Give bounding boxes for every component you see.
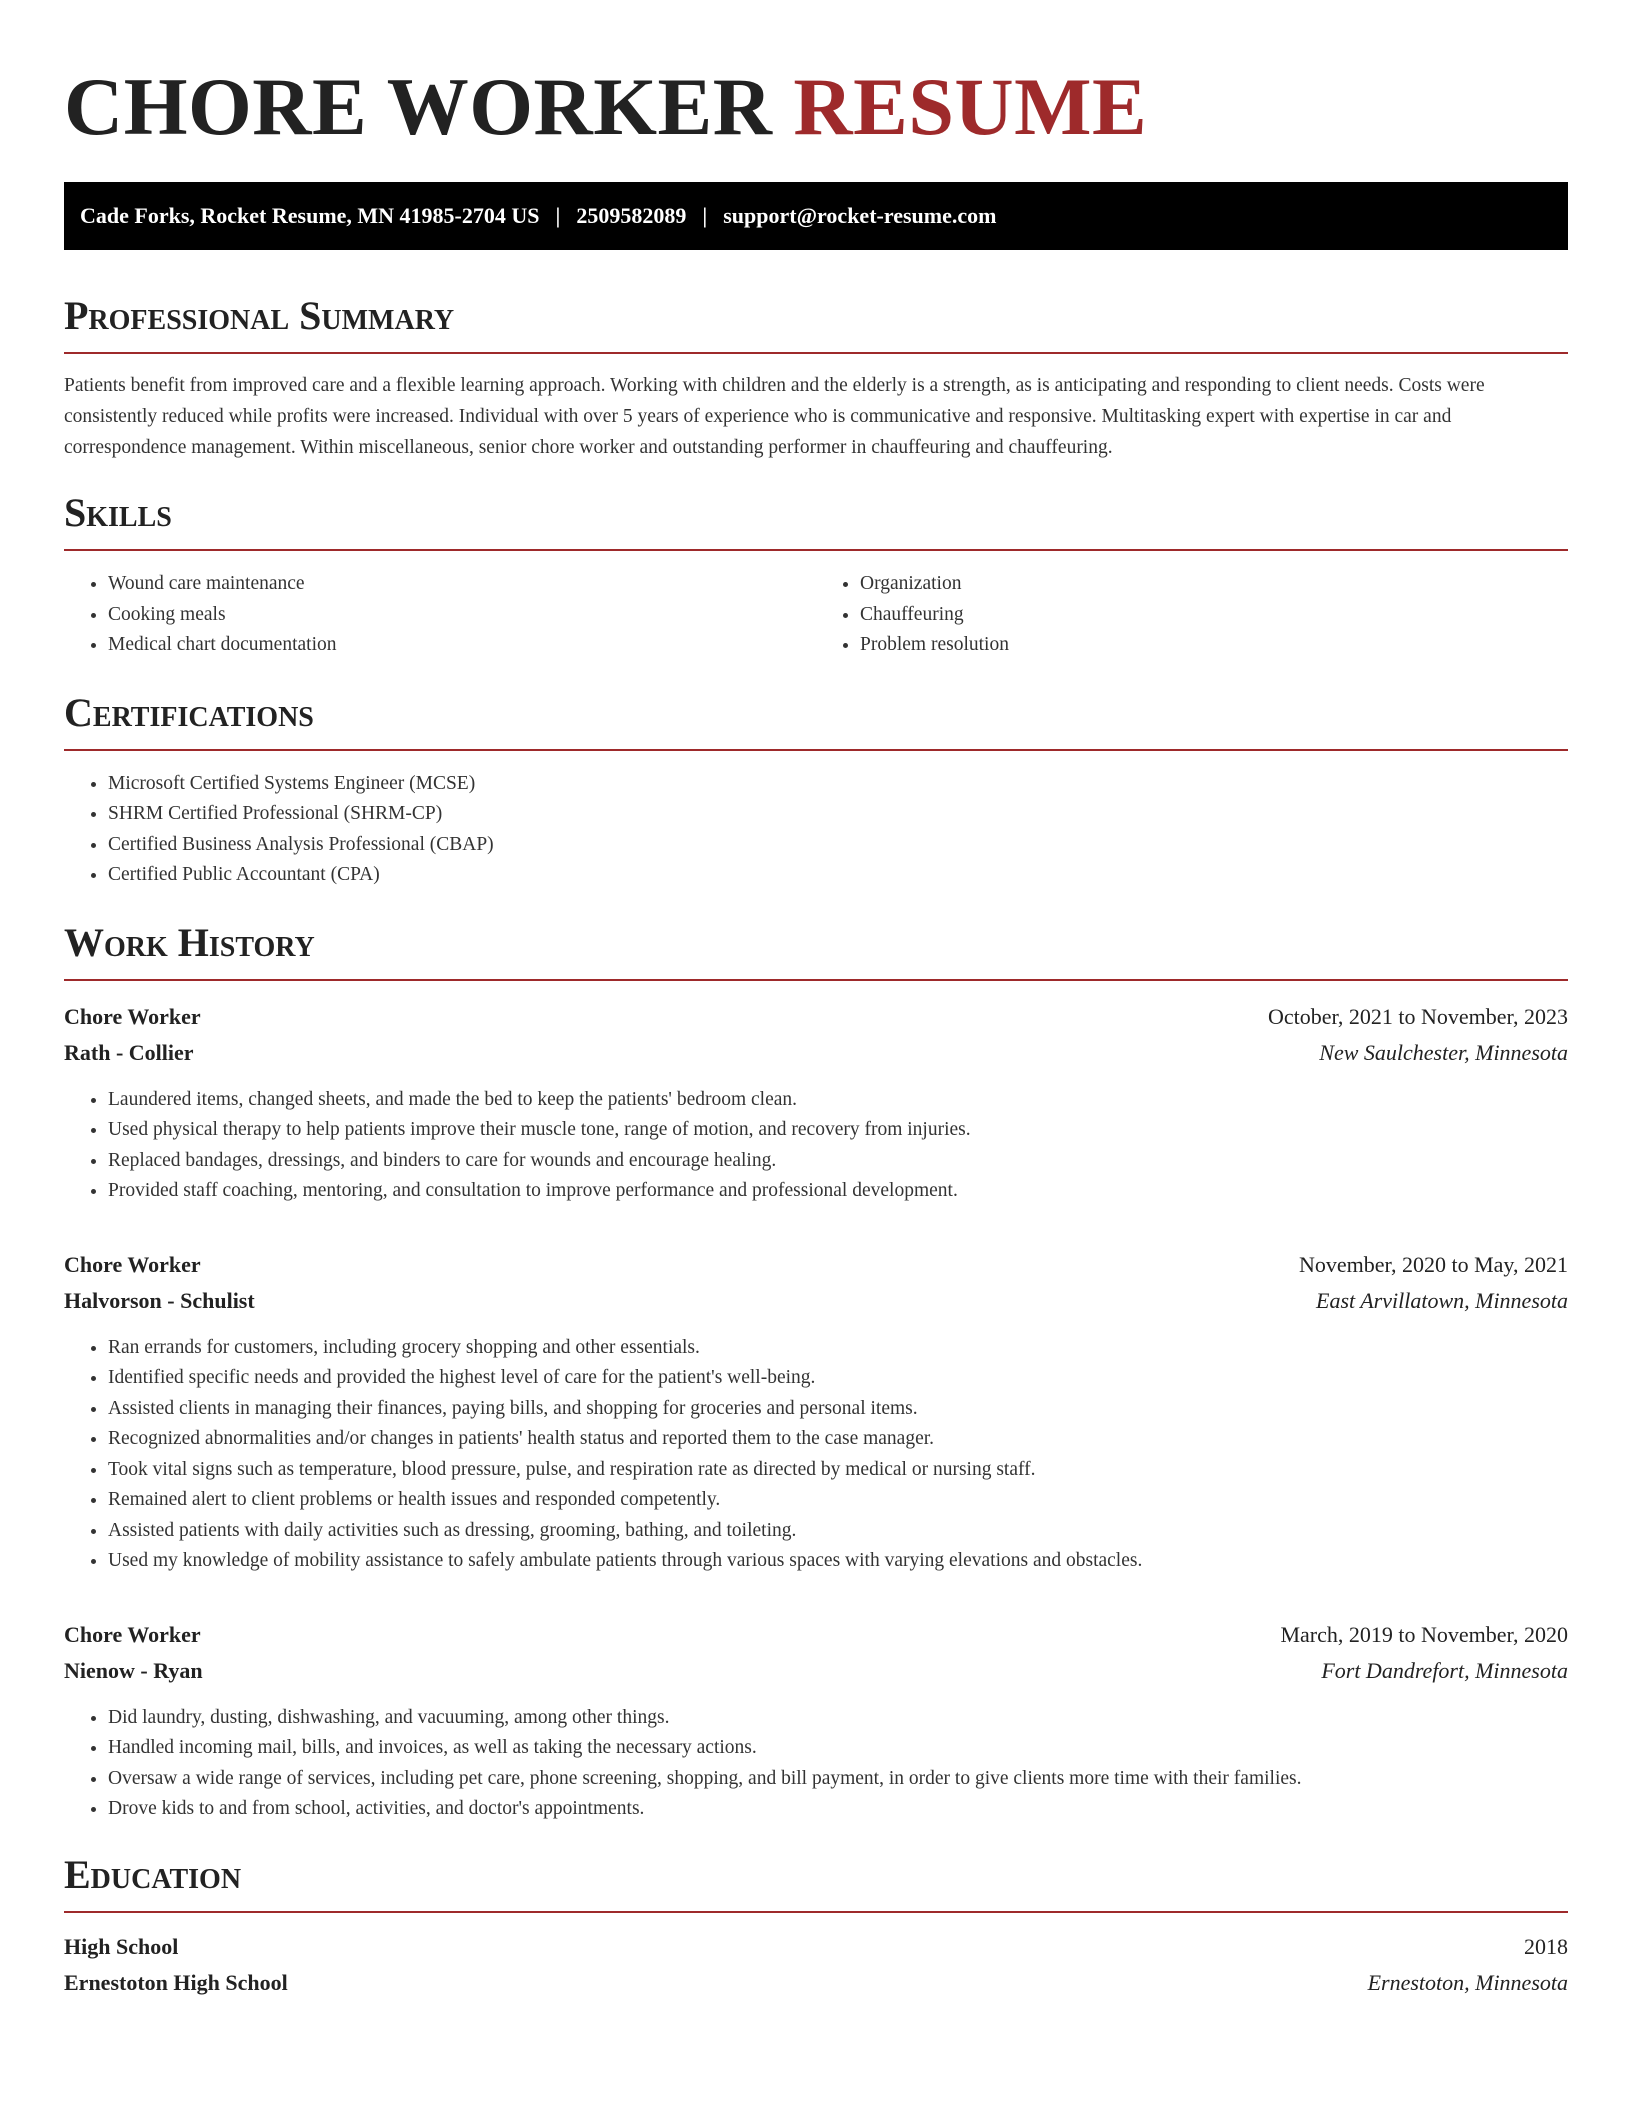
skills-list-left bbox=[64, 569, 816, 661]
title-main: CHORE WORKER bbox=[64, 61, 773, 152]
job-dates: November, 2020 to May, 2021 bbox=[1299, 1251, 1568, 1277]
job-company: Nienow - Ryan bbox=[64, 1657, 203, 1683]
skills-list-right bbox=[816, 569, 1568, 661]
job-location: East Arvillatown, Minnesota bbox=[1316, 1287, 1568, 1313]
education-degree-row bbox=[64, 1929, 1568, 1965]
summary-section bbox=[64, 294, 1568, 463]
job-company-row bbox=[64, 1035, 1568, 1071]
job-bullet: • Laundered items, changed sheets, and made the bed to keep the patients' bedroom clean. bbox=[108, 1085, 1568, 1116]
job-bullet: • Assisted patients with daily activities such as dressing, grooming, bathing, and toileting. bbox=[108, 1516, 1568, 1547]
job-bullets bbox=[64, 1333, 1568, 1577]
job-bullet: • Oversaw a wide range of services, including pet care, phone screening, shopping, and bill payment, in order to give clients more time with their families. bbox=[108, 1764, 1568, 1795]
job-bullet: • Replaced bandages, dressings, and binders to care for wounds and encourage healing. bbox=[108, 1146, 1568, 1177]
education-school: Ernestoton High School bbox=[64, 1969, 288, 1995]
contact-phone: 2509582089 bbox=[576, 203, 687, 228]
job-entry bbox=[64, 999, 1568, 1207]
job-bullet: • Recognized abnormalities and/or changes in patients' health status and reported them to the case manager. bbox=[108, 1424, 1568, 1455]
job-company-row bbox=[64, 1653, 1568, 1689]
job-bullets bbox=[64, 1703, 1568, 1825]
skills-grid bbox=[64, 551, 1568, 661]
job-bullets bbox=[64, 1085, 1568, 1207]
job-dates: March, 2019 to November, 2020 bbox=[1280, 1621, 1568, 1647]
certification-item: • SHRM Certified Professional (SHRM-CP) bbox=[108, 799, 1568, 830]
section-heading: Skills bbox=[64, 491, 1568, 551]
job-bullet: • Assisted clients in managing their finances, paying bills, and shopping for groceries and personal items. bbox=[108, 1394, 1568, 1425]
job-location: New Saulchester, Minnesota bbox=[1319, 1039, 1568, 1065]
certification-item: • Microsoft Certified Systems Engineer (MCSE) bbox=[108, 769, 1568, 800]
education-school-row bbox=[64, 1965, 1568, 2001]
job-title: Chore Worker bbox=[64, 1003, 201, 1029]
skill-item: • Wound care maintenance bbox=[108, 569, 816, 600]
contact-address: Cade Forks, Rocket Resume, MN 41985-2704 US bbox=[80, 203, 540, 228]
education-entry bbox=[64, 1929, 1568, 2001]
certification-item: • Certified Public Accountant (CPA) bbox=[108, 860, 1568, 891]
job-bullet: • Took vital signs such as temperature, blood pressure, pulse, and respiration rate as directed by medical or nursing staff. bbox=[108, 1455, 1568, 1486]
resume-title bbox=[64, 61, 1568, 152]
job-company: Halvorson - Schulist bbox=[64, 1287, 255, 1313]
title-accent: RESUME bbox=[793, 61, 1148, 152]
job-bullet: • Used my knowledge of mobility assistance to safely ambulate patients through various spaces with varying elevations and obstacles. bbox=[108, 1546, 1568, 1577]
skill-item: • Medical chart documentation bbox=[108, 630, 816, 661]
contact-separator: | bbox=[555, 203, 561, 228]
job-bullet: • Remained alert to client problems or health issues and responded competently. bbox=[108, 1485, 1568, 1516]
job-bullet: • Handled incoming mail, bills, and invoices, as well as taking the necessary actions. bbox=[108, 1733, 1568, 1764]
job-bullet: • Used physical therapy to help patients improve their muscle tone, range of motion, and recovery from injuries. bbox=[108, 1115, 1568, 1146]
job-company: Rath - Collier bbox=[64, 1039, 194, 1065]
contact-bar bbox=[64, 182, 1568, 250]
contact-email: support@rocket-resume.com bbox=[723, 203, 997, 228]
section-heading: Certifications bbox=[64, 691, 1568, 751]
job-bullet: • Provided staff coaching, mentoring, and consultation to improve performance and professional development. bbox=[108, 1176, 1568, 1207]
summary-text: Patients benefit from improved care and a flexible learning approach. Working with children and the elderly is a strength, as is anticipating and responding to client needs. Costs were consistently reduced while profits were increased. Individual with over 5 years of experience who is communicative and responsive. Multitasking expert with expertise in car and correspondence management. Within miscellaneous, senior chore worker and outstanding performer in chauffeuring and chauffeuring. bbox=[64, 375, 1485, 458]
education-degree: High School bbox=[64, 1933, 179, 1959]
job-bullet: • Ran errands for customers, including grocery shopping and other essentials. bbox=[108, 1333, 1568, 1364]
section-heading: Professional Summary bbox=[64, 294, 1568, 354]
work-history-section bbox=[64, 921, 1568, 1825]
skills-section bbox=[64, 491, 1568, 661]
job-bullet: • Did laundry, dusting, dishwashing, and vacuuming, among other things. bbox=[108, 1703, 1568, 1734]
skill-item: • Problem resolution bbox=[860, 630, 1568, 661]
contact-separator: | bbox=[702, 203, 708, 228]
job-entry bbox=[64, 1247, 1568, 1577]
section-heading: Work History bbox=[64, 921, 1568, 981]
job-title-row bbox=[64, 1617, 1568, 1653]
section-heading: Education bbox=[64, 1853, 1568, 1913]
certification-item: • Certified Business Analysis Professional (CBAP) bbox=[108, 830, 1568, 861]
education-section bbox=[64, 1853, 1568, 2001]
job-company-row bbox=[64, 1283, 1568, 1319]
skill-item: • Cooking meals bbox=[108, 600, 816, 631]
job-title: Chore Worker bbox=[64, 1251, 201, 1277]
certifications-section bbox=[64, 691, 1568, 891]
job-entry bbox=[64, 1617, 1568, 1825]
skill-item: • Organization bbox=[860, 569, 1568, 600]
job-title: Chore Worker bbox=[64, 1621, 201, 1647]
skill-item: • Chauffeuring bbox=[860, 600, 1568, 631]
education-year: 2018 bbox=[1524, 1933, 1568, 1959]
job-location: Fort Dandrefort, Minnesota bbox=[1321, 1657, 1568, 1683]
education-location: Ernestoton, Minnesota bbox=[1367, 1969, 1568, 1995]
job-bullet: • Drove kids to and from school, activities, and doctor's appointments. bbox=[108, 1794, 1568, 1825]
job-dates: October, 2021 to November, 2023 bbox=[1267, 1003, 1568, 1029]
job-title-row bbox=[64, 999, 1568, 1035]
certifications-list bbox=[64, 769, 1568, 891]
job-bullet: • Identified specific needs and provided the highest level of care for the patient's well-being. bbox=[108, 1363, 1568, 1394]
job-title-row bbox=[64, 1247, 1568, 1283]
